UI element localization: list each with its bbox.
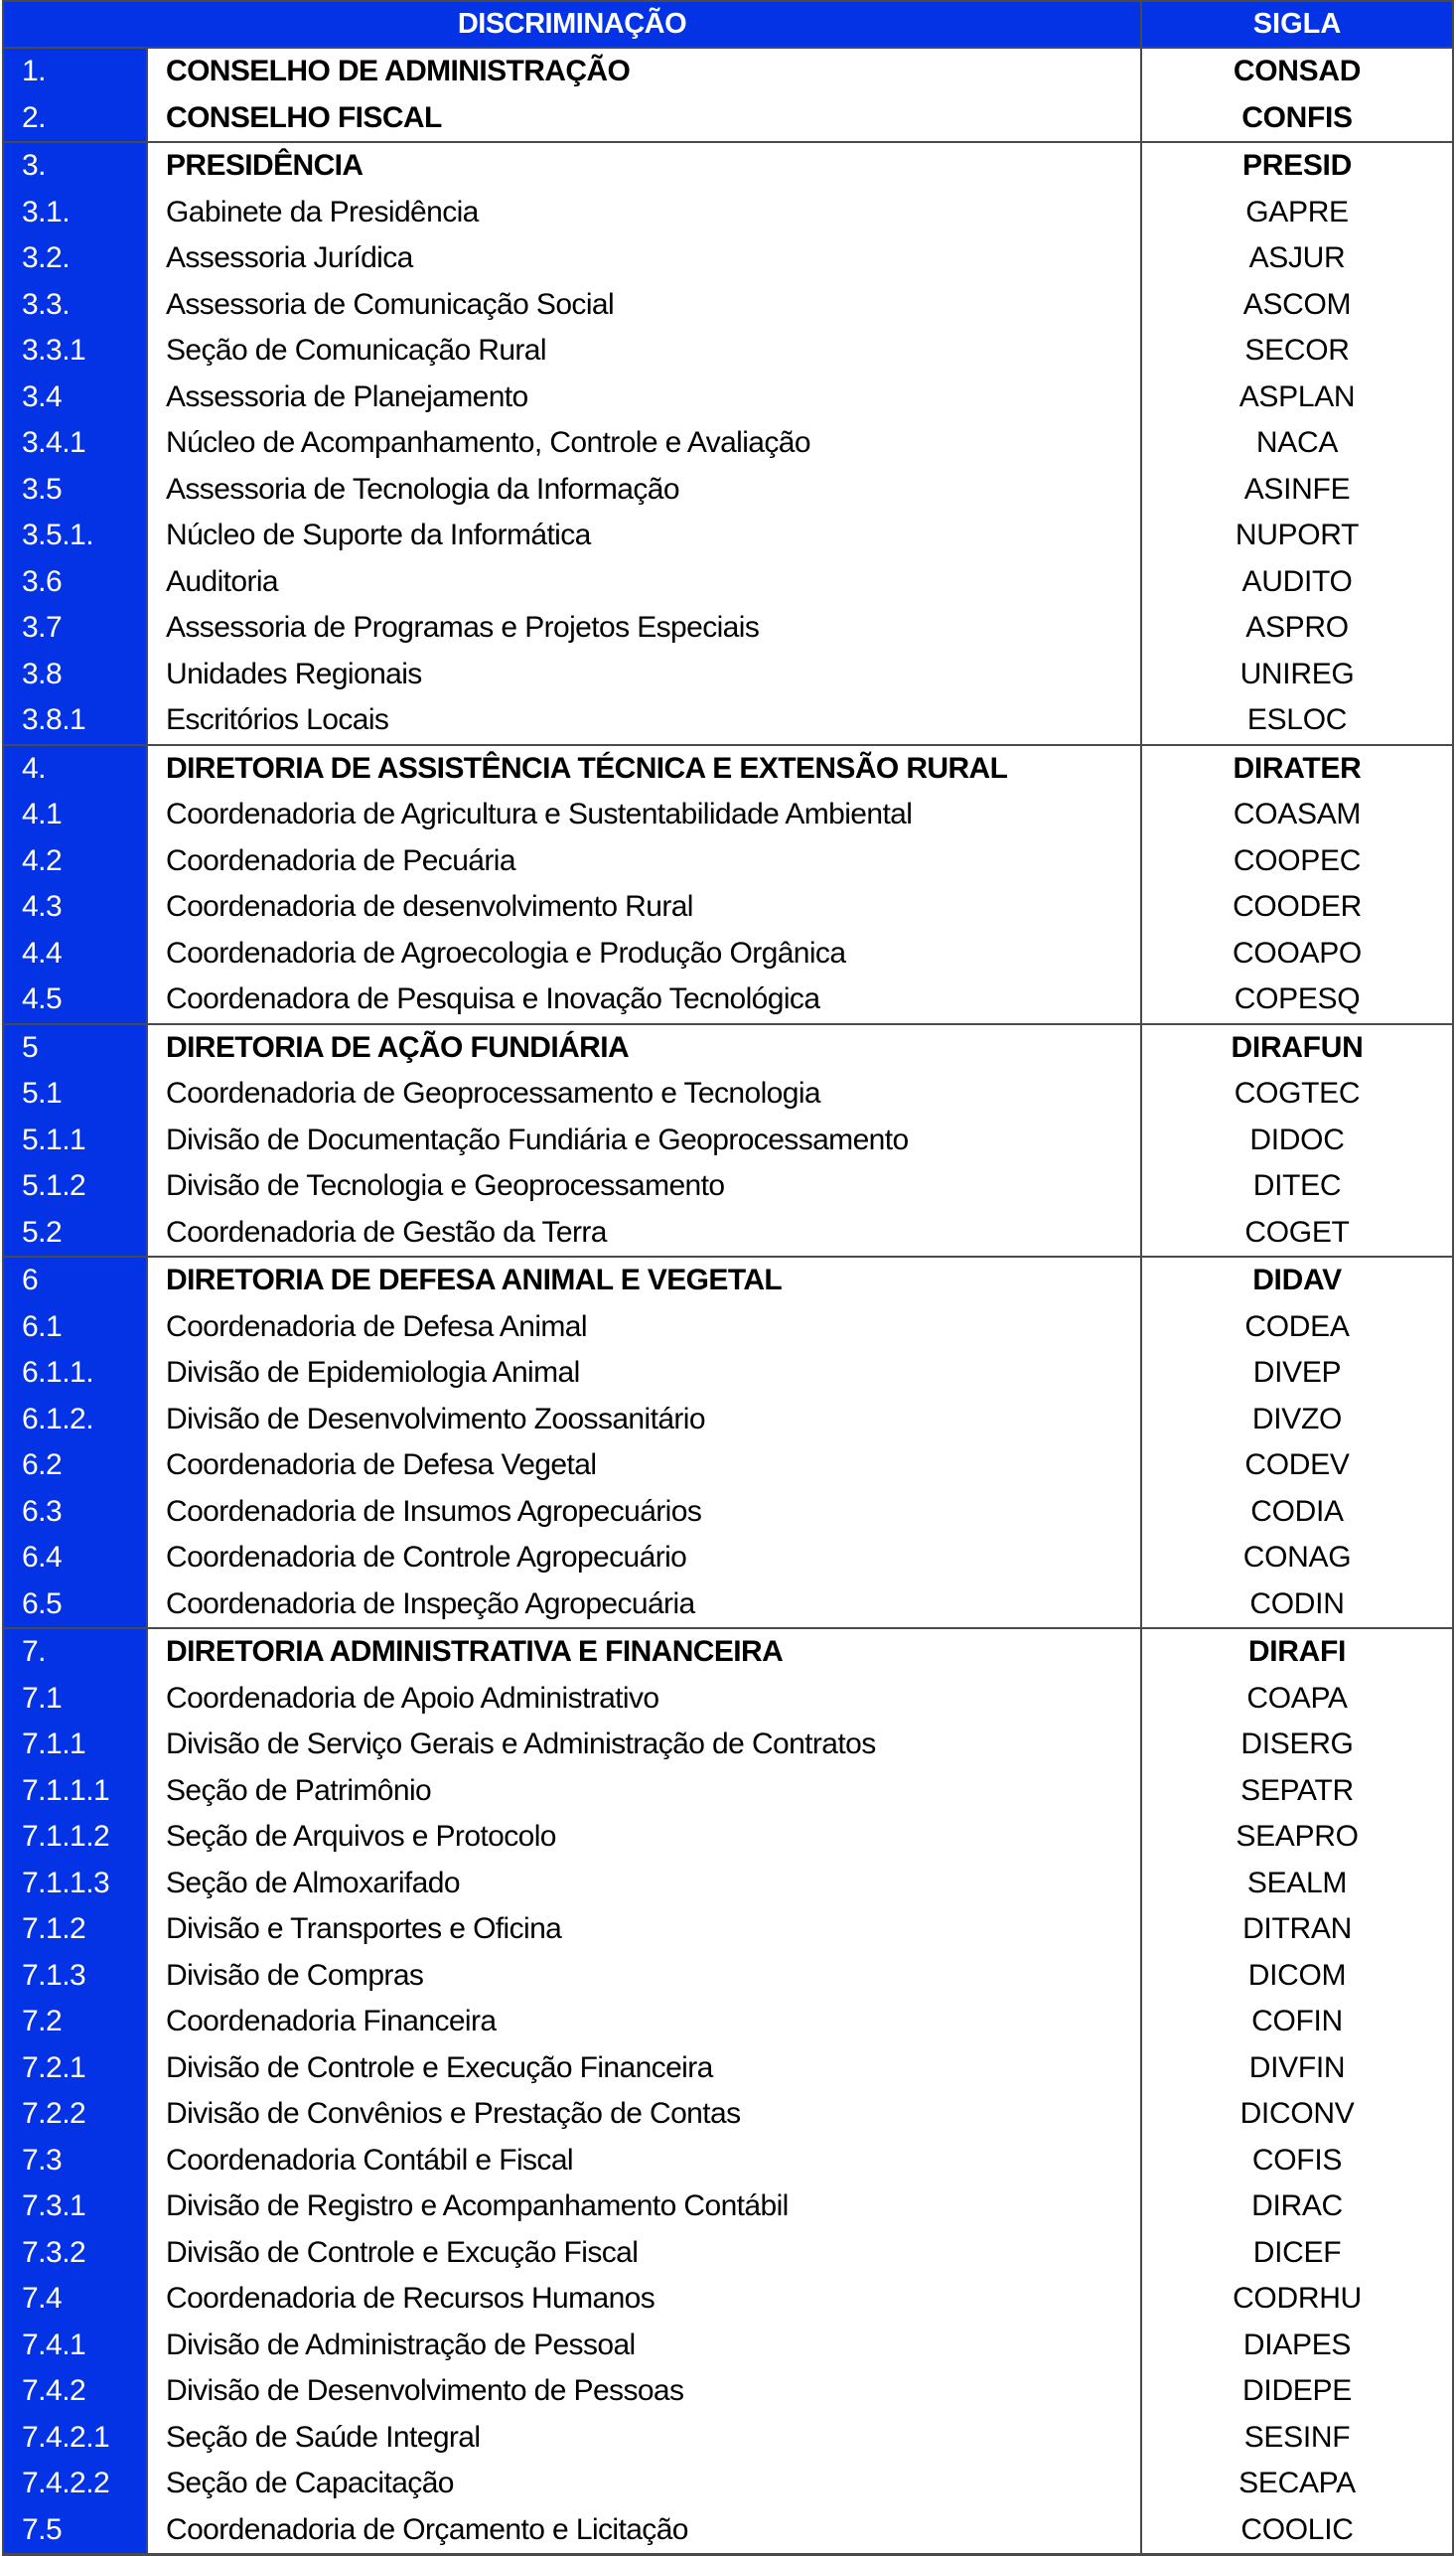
row-sigla: CODRHU	[1233, 2282, 1362, 2315]
row-description: Gabinete da Presidência	[148, 190, 1142, 236]
row-number: 6.3	[4, 1489, 148, 1536]
table-row	[4, 2045, 1452, 2092]
table-row	[4, 697, 1452, 744]
table-row	[4, 2368, 1452, 2415]
table-row	[4, 1442, 1452, 1489]
row-number: 7.4.1	[4, 2323, 148, 2369]
row-number: 4.2	[4, 838, 148, 885]
row-number: 7.4.2.2	[4, 2461, 148, 2507]
row-description: Coordenadoria de Pecuária	[148, 838, 1142, 885]
table-row	[4, 977, 1452, 1023]
row-sigla: DIVZO	[1251, 1402, 1343, 1435]
row-description: Coordenadoria de Apoio Administrativo	[148, 1676, 1142, 1723]
table-row	[4, 420, 1452, 467]
row-sigla: CODEA	[1244, 1309, 1350, 1343]
row-sigla: ESLOC	[1246, 703, 1348, 736]
row-sigla: GAPRE	[1245, 195, 1349, 228]
row-description: Divisão de Registro e Acompanhamento Contábil	[148, 2183, 1142, 2230]
row-sigla: COOPEC	[1233, 843, 1362, 877]
table-row	[4, 1768, 1452, 1815]
row-number: 4.3	[4, 884, 148, 931]
row-description: Coordenadora de Pesquisa e Inovação Tecnológica	[148, 977, 1142, 1023]
table-section	[4, 746, 1452, 1025]
table-row	[4, 1350, 1452, 1397]
row-sigla: COGTEC	[1234, 1077, 1361, 1110]
table-row	[4, 2276, 1452, 2323]
row-description: Auditoria	[148, 559, 1142, 606]
row-description: Coordenadoria de Defesa Animal	[148, 1304, 1142, 1351]
row-description: Núcleo de Acompanhamento, Controle e Avaliação	[148, 420, 1142, 467]
row-description: CONSELHO DE ADMINISTRAÇÃO	[148, 49, 1142, 95]
row-description: Divisão de Administração de Pessoal	[148, 2323, 1142, 2369]
row-number: 5	[4, 1025, 148, 1072]
table-body	[4, 49, 1452, 2556]
row-description: PRESIDÊNCIA	[148, 143, 1142, 190]
row-number: 7.2.2	[4, 2091, 148, 2138]
header-discriminacao: DISCRIMINAÇÃO	[4, 2, 1142, 47]
row-sigla: COOAPO	[1233, 936, 1362, 970]
row-description: Assessoria de Comunicação Social	[148, 282, 1142, 329]
table-row	[4, 2091, 1452, 2138]
row-number: 4.	[4, 746, 148, 793]
row-sigla: DIDEPE	[1242, 2374, 1352, 2407]
row-description: Seção de Capacitação	[148, 2461, 1142, 2507]
row-sigla: COGET	[1244, 1215, 1350, 1249]
row-sigla: CODEV	[1244, 1448, 1350, 1481]
table-row-section-head	[4, 1629, 1452, 1676]
table-row	[4, 1722, 1452, 1768]
row-number: 7.4	[4, 2276, 148, 2323]
table-row	[4, 1999, 1452, 2045]
table-row-section-head	[4, 95, 1452, 142]
row-sigla: DISERG	[1240, 1728, 1354, 1760]
row-number: 7.4.2.1	[4, 2415, 148, 2462]
row-sigla: DIRATER	[1233, 751, 1362, 785]
row-description: Divisão de Tecnologia e Geoprocessamento	[148, 1163, 1142, 1210]
row-description: Coordenadoria de Defesa Vegetal	[148, 1442, 1142, 1489]
table-row	[4, 235, 1452, 282]
row-sigla: AUDITO	[1241, 564, 1353, 598]
table-row	[4, 375, 1452, 421]
row-sigla: COASAM	[1233, 798, 1362, 830]
row-number: 3.3.	[4, 282, 148, 329]
row-description: Coordenadoria de Inspeção Agropecuária	[148, 1581, 1142, 1628]
table-row	[4, 931, 1452, 977]
row-number: 4.4	[4, 931, 148, 977]
row-sigla: CONFIS	[1241, 100, 1353, 134]
row-number: 7.3.2	[4, 2230, 148, 2277]
row-description: Seção de Almoxarifado	[148, 1861, 1142, 1907]
row-number: 7.1.1.2	[4, 1814, 148, 1861]
row-sigla: DICOM	[1247, 1958, 1347, 1992]
row-description: Divisão de Desenvolvimento Zoossanitário	[148, 1397, 1142, 1443]
row-number: 7.1	[4, 1676, 148, 1723]
row-number: 3.	[4, 143, 148, 190]
row-description: Assessoria de Tecnologia da Informação	[148, 467, 1142, 514]
row-sigla: CODIA	[1250, 1494, 1344, 1528]
row-description: Unidades Regionais	[148, 652, 1142, 698]
row-number: 5.1.1	[4, 1118, 148, 1164]
row-sigla: CONSAD	[1233, 55, 1362, 87]
row-description: Coordenadoria de Agricultura e Sustentabilidade Ambiental	[148, 792, 1142, 838]
table-row	[4, 467, 1452, 514]
row-number: 7.	[4, 1629, 148, 1676]
row-description: Coordenadoria Contábil e Fiscal	[148, 2138, 1142, 2184]
row-sigla: DIDAV	[1252, 1264, 1342, 1296]
table-section	[4, 1258, 1452, 1629]
table-row	[4, 2138, 1452, 2184]
table-row	[4, 1676, 1452, 1723]
row-sigla: SEAPRO	[1236, 1820, 1359, 1853]
row-sigla: ASPLAN	[1238, 379, 1356, 413]
row-sigla: DIDOC	[1249, 1123, 1345, 1156]
row-description: Divisão de Epidemiologia Animal	[148, 1350, 1142, 1397]
table-row	[4, 652, 1452, 698]
row-description: Divisão de Controle e Execução Financeira	[148, 2045, 1142, 2092]
row-number: 7.3	[4, 2138, 148, 2184]
row-sigla: COAPA	[1246, 1681, 1348, 1715]
row-sigla: ASPRO	[1245, 611, 1349, 644]
row-number: 7.1.1	[4, 1722, 148, 1768]
row-description: Coordenadoria de Orçamento e Licitação	[148, 2507, 1142, 2554]
row-number: 7.2	[4, 1999, 148, 2045]
row-sigla: ASINFE	[1243, 472, 1351, 506]
row-number: 5.1.2	[4, 1163, 148, 1210]
row-number: 3.7	[4, 605, 148, 652]
table-header	[4, 0, 1452, 49]
row-description: Coordenadoria de Geoprocessamento e Tecnologia	[148, 1071, 1142, 1118]
row-description: Assessoria de Programas e Projetos Especiais	[148, 605, 1142, 652]
row-number: 7.1.2	[4, 1906, 148, 1953]
row-sigla: SECOR	[1244, 334, 1350, 367]
row-description: Seção de Arquivos e Protocolo	[148, 1814, 1142, 1861]
row-number: 6.5	[4, 1581, 148, 1628]
row-description: Coordenadoria de Agroecologia e Produção Orgânica	[148, 931, 1142, 977]
table-row	[4, 282, 1452, 329]
row-sigla: DIRAFUN	[1231, 1030, 1364, 1064]
row-number: 6.1.1.	[4, 1350, 148, 1397]
row-number: 7.1.1.3	[4, 1861, 148, 1907]
row-number: 6	[4, 1258, 148, 1304]
table-row	[4, 2507, 1452, 2554]
table-row-section-head	[4, 1258, 1452, 1304]
table-row	[4, 2415, 1452, 2462]
row-sigla: COFIN	[1251, 2005, 1343, 2037]
row-number: 3.5.1.	[4, 513, 148, 559]
row-sigla: SESINF	[1243, 2420, 1351, 2454]
row-description: Divisão e Transportes e Oficina	[148, 1906, 1142, 1953]
table-row	[4, 1906, 1452, 1953]
table-section	[4, 1629, 1452, 2556]
table-row	[4, 792, 1452, 838]
row-number: 5.2	[4, 1210, 148, 1257]
table-row	[4, 328, 1452, 375]
row-description: Divisão de Serviço Gerais e Administração de Contratos	[148, 1722, 1142, 1768]
row-sigla: NUPORT	[1235, 519, 1360, 551]
row-description: Seção de Comunicação Rural	[148, 328, 1142, 375]
table-row	[4, 884, 1452, 931]
table-row	[4, 1397, 1452, 1443]
row-number: 4.5	[4, 977, 148, 1023]
row-sigla: COODER	[1233, 890, 1362, 923]
table-section	[4, 1025, 1452, 1259]
row-description: Escritórios Locais	[148, 697, 1142, 744]
table-row	[4, 1071, 1452, 1118]
table-row	[4, 838, 1452, 885]
table-section	[4, 49, 1452, 143]
row-number: 7.1.3	[4, 1953, 148, 2000]
row-sigla: ASCOM	[1242, 287, 1352, 321]
row-sigla: SEALM	[1246, 1866, 1348, 1899]
row-number: 7.3.1	[4, 2183, 148, 2230]
row-sigla: COFIS	[1251, 2143, 1343, 2177]
table-row	[4, 1304, 1452, 1351]
table-row	[4, 2323, 1452, 2369]
row-number: 3.4.1	[4, 420, 148, 467]
row-description: CONSELHO FISCAL	[148, 95, 1142, 142]
row-number: 4.1	[4, 792, 148, 838]
row-description: Coordenadoria de Recursos Humanos	[148, 2276, 1142, 2323]
header-sigla: SIGLA	[1252, 8, 1342, 40]
row-number: 3.3.1	[4, 328, 148, 375]
table-row	[4, 1489, 1452, 1536]
row-sigla: DIAPES	[1242, 2328, 1352, 2361]
row-description: Coordenadoria de Insumos Agropecuários	[148, 1489, 1142, 1536]
table-row	[4, 1953, 1452, 2000]
row-sigla: DIVEP	[1252, 1356, 1342, 1389]
row-sigla: DIVFIN	[1248, 2050, 1346, 2084]
table-row	[4, 1814, 1452, 1861]
table-row	[4, 190, 1452, 236]
row-sigla: DICONV	[1239, 2097, 1355, 2130]
row-description: Coordenadoria Financeira	[148, 1999, 1142, 2045]
row-number: 6.1	[4, 1304, 148, 1351]
table-row-section-head	[4, 746, 1452, 793]
row-number: 7.4.2	[4, 2368, 148, 2415]
row-number: 3.5	[4, 467, 148, 514]
row-number: 6.4	[4, 1535, 148, 1581]
row-sigla: DIRAFI	[1247, 1635, 1347, 1668]
row-sigla: NACA	[1255, 426, 1339, 459]
table-row	[4, 1581, 1452, 1628]
row-number: 3.8	[4, 652, 148, 698]
row-number: 5.1	[4, 1071, 148, 1118]
row-description: Divisão de Convênios e Prestação de Contas	[148, 2091, 1142, 2138]
row-sigla: PRESID	[1242, 149, 1352, 182]
table-row	[4, 1118, 1452, 1164]
row-number: 3.6	[4, 559, 148, 606]
row-description: Assessoria de Planejamento	[148, 375, 1142, 421]
row-number: 7.2.1	[4, 2045, 148, 2092]
row-sigla: DITRAN	[1242, 1912, 1352, 1945]
table-row-section-head	[4, 49, 1452, 95]
row-sigla: COOLIC	[1240, 2512, 1354, 2546]
table-row	[4, 1210, 1452, 1257]
row-number: 3.1.	[4, 190, 148, 236]
row-description: Núcleo de Suporte da Informática	[148, 513, 1142, 559]
table-row	[4, 2183, 1452, 2230]
row-sigla: DIRAC	[1251, 2189, 1343, 2222]
table-row	[4, 559, 1452, 606]
table-row	[4, 1535, 1452, 1581]
row-number: 3.8.1	[4, 697, 148, 744]
row-sigla: SEPATR	[1240, 1773, 1354, 1807]
row-sigla: CODIN	[1249, 1586, 1345, 1620]
row-sigla: COPESQ	[1234, 982, 1361, 1015]
row-sigla: DICEF	[1252, 2235, 1342, 2269]
row-number: 2.	[4, 95, 148, 142]
table-section	[4, 143, 1452, 746]
row-description: DIRETORIA DE ASSISTÊNCIA TÉCNICA E EXTENSÃO RURAL	[148, 746, 1142, 793]
table-row	[4, 605, 1452, 652]
row-number: 6.1.2.	[4, 1397, 148, 1443]
row-number: 1.	[4, 49, 148, 95]
row-description: DIRETORIA DE DEFESA ANIMAL E VEGETAL	[148, 1258, 1142, 1304]
table-row	[4, 513, 1452, 559]
row-description: Divisão de Compras	[148, 1953, 1142, 2000]
table-row-section-head	[4, 1025, 1452, 1072]
row-description: Divisão de Documentação Fundiária e Geoprocessamento	[148, 1118, 1142, 1164]
row-description: Assessoria Jurídica	[148, 235, 1142, 282]
row-number: 7.1.1.1	[4, 1768, 148, 1815]
row-description: Seção de Patrimônio	[148, 1768, 1142, 1815]
row-number: 3.4	[4, 375, 148, 421]
row-description: Coordenadoria de Gestão da Terra	[148, 1210, 1142, 1257]
row-description: Divisão de Controle e Excução Fiscal	[148, 2230, 1142, 2277]
row-sigla: UNIREG	[1239, 657, 1355, 690]
row-description: Seção de Saúde Integral	[148, 2415, 1142, 2462]
org-structure-table	[2, 0, 1454, 2556]
row-description: DIRETORIA DE AÇÃO FUNDIÁRIA	[148, 1025, 1142, 1072]
table-row	[4, 1861, 1452, 1907]
row-description: Coordenadoria de Controle Agropecuário	[148, 1535, 1142, 1581]
table-row-section-head	[4, 143, 1452, 190]
row-number: 6.2	[4, 1442, 148, 1489]
row-number: 3.2.	[4, 235, 148, 282]
row-sigla: ASJUR	[1248, 241, 1346, 274]
table-row	[4, 2230, 1452, 2277]
row-number: 7.5	[4, 2507, 148, 2554]
row-description: Divisão de Desenvolvimento de Pessoas	[148, 2368, 1142, 2415]
row-sigla: SECAPA	[1238, 2467, 1356, 2499]
table-row	[4, 1163, 1452, 1210]
row-sigla: CONAG	[1242, 1541, 1352, 1574]
row-description: DIRETORIA ADMINISTRATIVA E FINANCEIRA	[148, 1629, 1142, 1676]
table-row	[4, 2461, 1452, 2507]
row-description: Coordenadoria de desenvolvimento Rural	[148, 884, 1142, 931]
row-sigla: DITEC	[1252, 1169, 1342, 1202]
